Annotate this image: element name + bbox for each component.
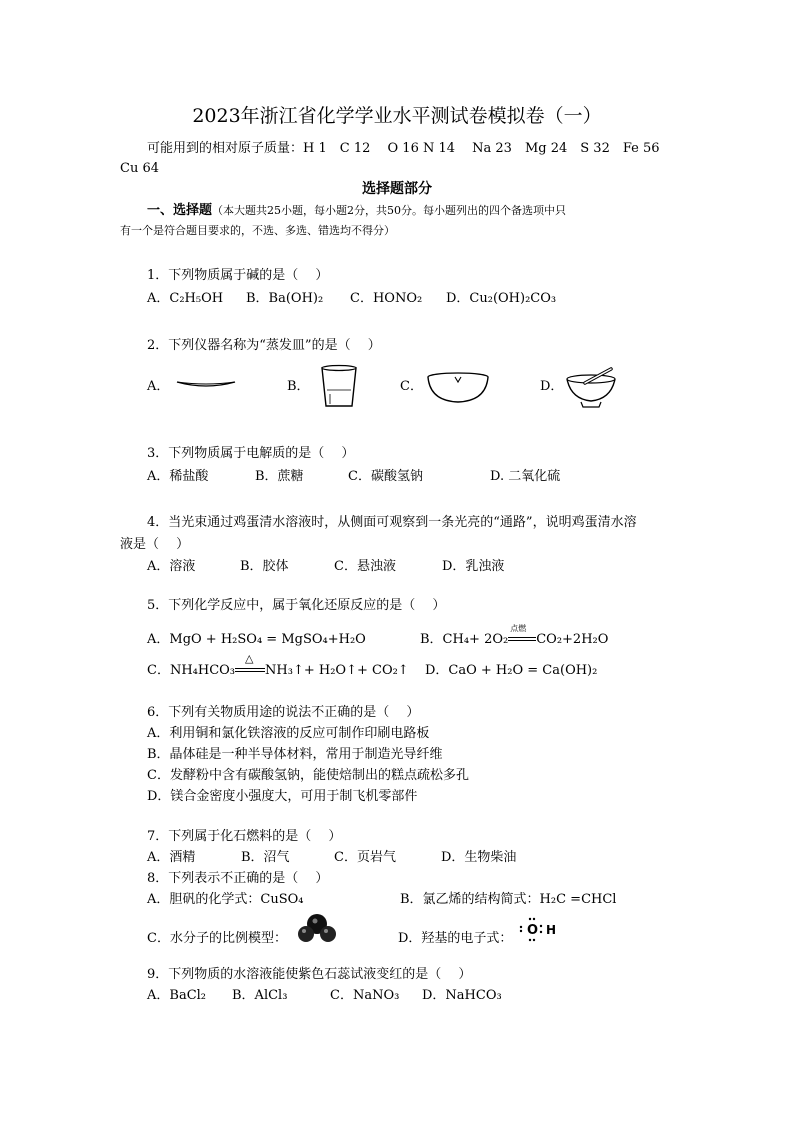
q7-option-d: D．生物柴油 xyxy=(441,850,517,865)
hydroxyl-electron-formula-icon xyxy=(518,916,558,944)
q2-option-c: C． xyxy=(400,379,423,394)
question-4-stem-line1: 4．当光束通过鸡蛋清水溶液时，从侧面可观察到一条光亮的“通路”，说明鸡蛋清水溶 xyxy=(147,515,637,530)
ignite-condition: 点燃 xyxy=(510,623,527,633)
q4-option-d: D．乳浊液 xyxy=(442,559,505,574)
mortar-pestle-icon xyxy=(563,365,619,411)
q6-option-d: D．镁合金密度小强度大，可用于制飞机零部件 xyxy=(147,789,418,804)
q3-option-a: A．稀盐酸 xyxy=(147,469,209,484)
svg-text:O: O xyxy=(527,923,539,938)
part1-instr-1: （本大题共25小题，每小题2分，共50分。每小题列出的四个备选项中只 xyxy=(212,204,567,217)
q1-option-b: B．Ba(OH)₂ xyxy=(246,291,324,306)
double-line-top xyxy=(508,637,536,638)
q6-option-b: B．晶体硅是一种半导体材料，常用于制造光导纤维 xyxy=(147,747,443,762)
double-line-bottom xyxy=(235,671,265,672)
q5-option-d: D．CaO + H₂O = Ca(OH)₂ xyxy=(425,663,598,678)
atomic-mass-label: 可能用到的相对原子质量： xyxy=(147,141,304,156)
q1-option-a: A．C₂H₅OH xyxy=(147,291,224,306)
q5-option-a: A．MgO + H₂SO₄ = MgSO₄+H₂O xyxy=(147,632,366,647)
question-2-stem: 2．下列仪器名称为“蒸发皿”的是（ ） xyxy=(147,338,381,353)
q9-option-d: D．NaHCO₃ xyxy=(422,988,502,1003)
question-6-stem: 6．下列有关物质用途的说法不正确的是（ ） xyxy=(147,705,420,720)
q6-option-a: A．利用铜和氯化铁溶液的反应可制作印刷电路板 xyxy=(147,726,430,741)
heat-condition: △ xyxy=(245,651,254,665)
q8-option-a: A．胆矾的化学式：CuSO₄ xyxy=(147,892,304,907)
q5-option-c xyxy=(147,651,409,680)
atomic-mass-values: H 1 C 12 O 16 N 14 Na 23 Mg 24 S 32 Fe 56 xyxy=(303,141,660,156)
question-7-stem: 7．下列属于化石燃料的是（ ） xyxy=(147,829,342,844)
evaporating-dish-icon xyxy=(425,371,491,405)
q4-option-a: A．溶液 xyxy=(147,559,196,574)
q5-option-b-reactants: B．CH₄+ 2O₂ xyxy=(420,632,509,647)
q7-option-a: A．酒精 xyxy=(147,850,196,865)
part1-instr-2: 有一个是符合题目要求的，不选、多选、错选均不得分） xyxy=(120,224,395,237)
q1-option-d: D．Cu₂(OH)₂CO₃ xyxy=(446,291,557,306)
question-3-stem: 3．下列物质属于电解质的是（ ） xyxy=(147,446,355,461)
q9-option-a: A．BaCl₂ xyxy=(147,988,207,1003)
q5-option-b xyxy=(420,623,609,649)
q5-option-c-reactants: C．NH₄HCO₃ xyxy=(147,663,236,678)
q8-option-c: C．水分子的比例模型： xyxy=(147,931,287,946)
q3-option-b: B．蔗糖 xyxy=(255,469,304,484)
question-9-stem: 9．下列物质的水溶液能使紫色石蕊试液变红的是（ ） xyxy=(147,967,472,982)
part1-header xyxy=(147,202,566,220)
q2-option-d: D． xyxy=(540,379,564,394)
q9-option-b: B．AlCl₃ xyxy=(232,988,288,1003)
q4-option-b: B．胶体 xyxy=(240,559,289,574)
q6-option-c: C．发酵粉中含有碳酸氢钠，能使焙制出的糕点疏松多孔 xyxy=(147,768,469,783)
double-line-bottom xyxy=(508,640,536,641)
q9-option-c: C．NaNO₃ xyxy=(330,988,400,1003)
water-molecule-model-icon xyxy=(296,913,338,945)
watch-glass-icon xyxy=(175,377,237,391)
q8-option-d: D．羟基的电子式： xyxy=(398,931,513,946)
page-title: 2023年浙江省化学学业水平测试卷模拟卷（一） xyxy=(192,105,602,127)
q1-option-c: C．HONO₂ xyxy=(350,291,423,306)
part1-heading: 一、选择题 xyxy=(147,203,213,218)
q5-option-b-products: CO₂+2H₂O xyxy=(536,632,609,647)
atomic-mass-line xyxy=(147,140,660,158)
question-8-stem: 8．下列表示不正确的是（ ） xyxy=(147,871,329,886)
question-5-stem: 5．下列化学反应中，属于氧化还原反应的是（ ） xyxy=(147,598,446,613)
q2-option-b: B． xyxy=(287,379,310,394)
svg-text:H: H xyxy=(546,923,557,937)
q5-option-c-products: NH₃↑+ H₂O↑+ CO₂↑ xyxy=(265,663,409,678)
double-line-top xyxy=(235,668,265,669)
q2-option-a: A． xyxy=(147,379,170,394)
beaker-icon xyxy=(318,364,360,410)
q8-option-b: B．氯乙烯的结构简式：H₂C =CHCl xyxy=(400,892,617,907)
question-4-stem-line2: 液是（ ） xyxy=(120,537,190,552)
q7-option-b: B．沼气 xyxy=(241,850,290,865)
q3-option-d: D. 二氧化硫 xyxy=(490,469,561,484)
q4-option-c: C．悬浊液 xyxy=(334,559,396,574)
section-title: 选择题部分 xyxy=(362,181,432,197)
atomic-mass-continued: Cu 64 xyxy=(120,161,159,176)
q7-option-c: C．页岩气 xyxy=(334,850,396,865)
q3-option-c: C．碳酸氢钠 xyxy=(348,469,423,484)
heat-arrow xyxy=(235,651,265,677)
question-1-stem: 1．下列物质属于碱的是（ ） xyxy=(147,268,329,283)
ignite-arrow xyxy=(508,623,536,646)
